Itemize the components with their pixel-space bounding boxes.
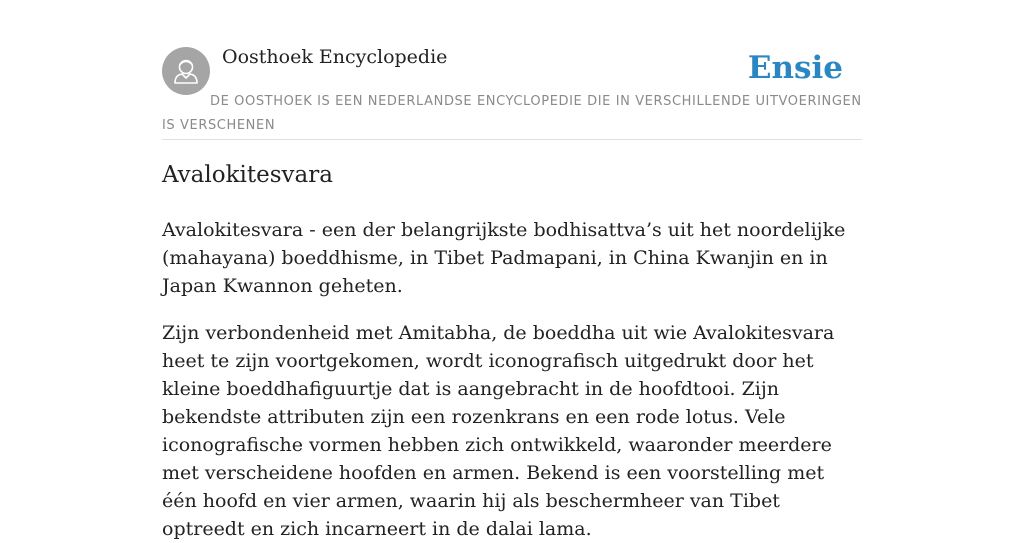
article-title: Avalokitesvara xyxy=(162,162,333,188)
site-header xyxy=(162,40,862,140)
brand-logo[interactable]: Ensie xyxy=(747,50,843,86)
site-tagline: DE OOSTHOEK IS EEN NEDERLANDSE ENCYCLOPEDIE DIE IN VERSCHILLENDE UITVOERINGEN IS VERSCHENEN xyxy=(162,94,862,133)
article-paragraph-1: Avalokitesvara - een der belangrijkste bodhisattva’s uit het noordelijke (mahayana) boeddhisme, in Tibet Padmapani, in China Kwanjin en in Japan Kwannon geheten. xyxy=(162,219,846,297)
user-avatar-icon[interactable] xyxy=(162,47,210,95)
site-title[interactable]: Oosthoek Encyclopedie xyxy=(222,46,448,68)
article-paragraph-2: Zijn verbondenheid met Amitabha, de boeddha uit wie Avalokitesvara heet te zijn voortgekomen, wordt iconografisch uitgedrukt door het kleine boeddhafiguurtje dat is aangebracht in de hoofdtooi. Zijn bekendste attributen zijn een rozenkrans en een rode lotus. Vele iconografische vormen hebben zich ontwikkeld, waaronder meerdere met verscheidene hoofden en armen. Bekend is een voorstelling met één hoofd en vier armen, waarin hij als beschermheer van Tibet optreedt en zich incarneert in de dalai lama. xyxy=(162,322,835,540)
